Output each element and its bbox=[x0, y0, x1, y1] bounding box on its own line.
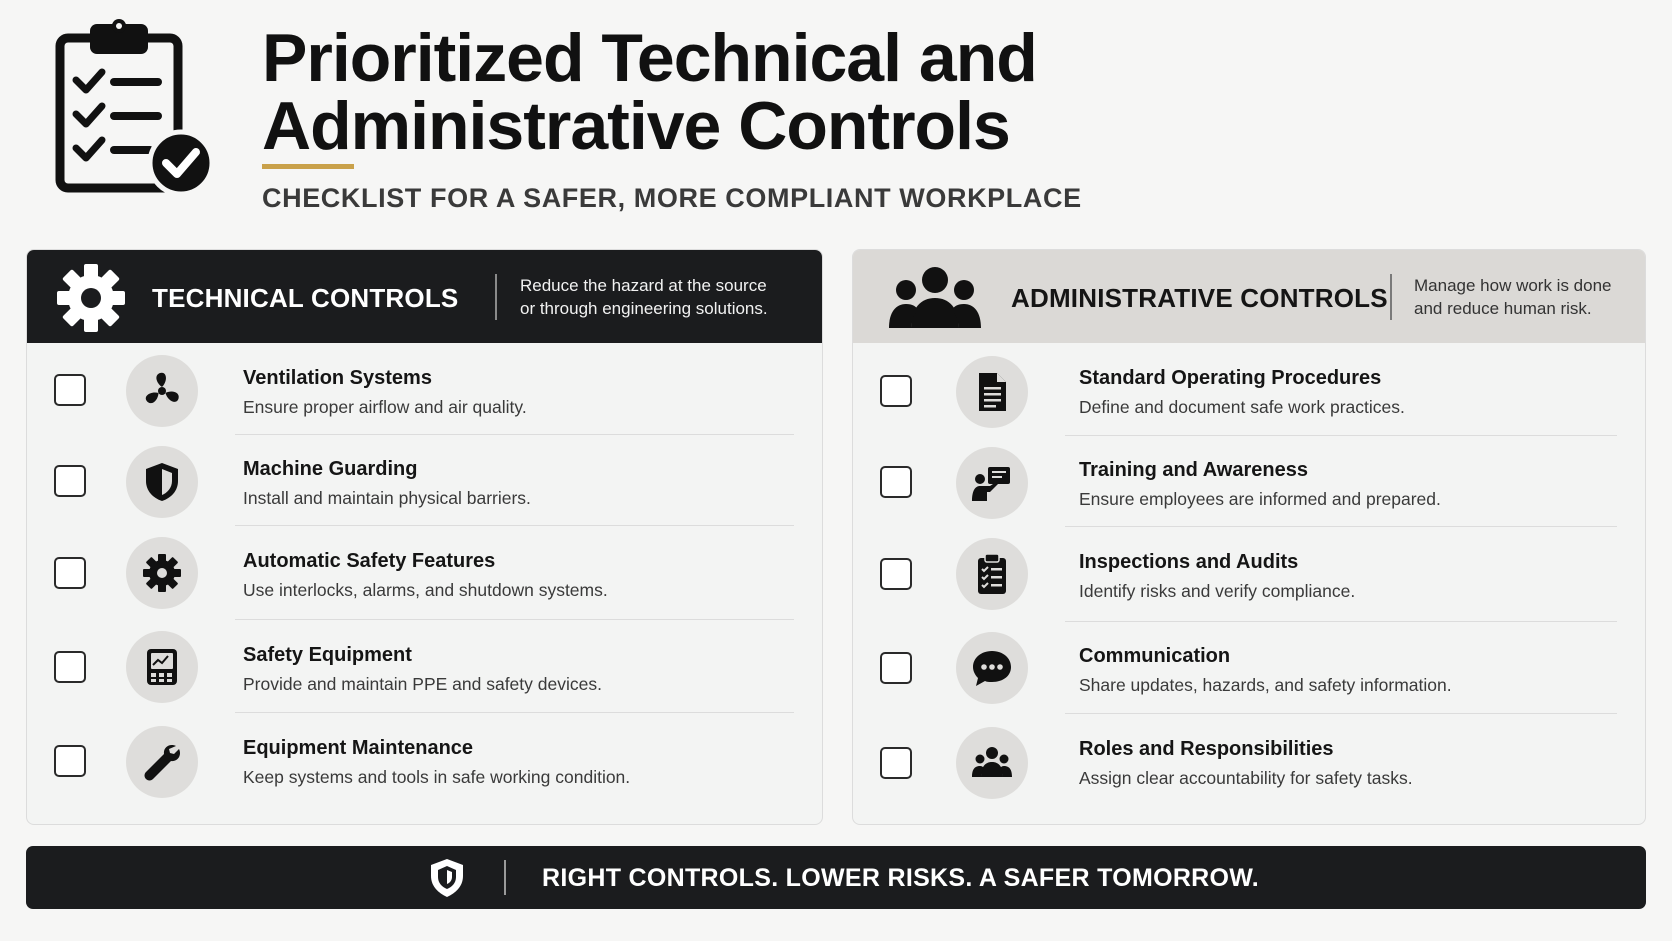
administrative-controls-header bbox=[853, 250, 1645, 343]
page-subtitle: CHECKLIST FOR A SAFER, MORE COMPLIANT WORKPLACE bbox=[262, 183, 1082, 213]
checklist-item-sop bbox=[853, 343, 1645, 435]
item-title: Machine Guarding bbox=[243, 458, 418, 480]
checkbox[interactable] bbox=[54, 374, 86, 406]
checklist-item-roles bbox=[853, 713, 1645, 805]
gear-icon bbox=[55, 262, 127, 334]
checkbox[interactable] bbox=[54, 557, 86, 589]
page-title bbox=[262, 20, 1262, 164]
footer-banner bbox=[26, 846, 1646, 909]
chat-bubble-icon bbox=[956, 632, 1028, 704]
checklist-item-equipment-maintenance bbox=[27, 712, 822, 804]
checkbox[interactable] bbox=[880, 747, 912, 779]
administrative-controls-title: ADMINISTRATIVE CONTROLS bbox=[1011, 283, 1388, 313]
footer-tagline: RIGHT CONTROLS. LOWER RISKS. A SAFER TOMORROW. bbox=[542, 864, 1260, 892]
technical-controls-panel bbox=[26, 249, 823, 825]
checkbox[interactable] bbox=[880, 375, 912, 407]
technical-controls-title: TECHNICAL CONTROLS bbox=[152, 283, 459, 313]
presenter-icon bbox=[956, 447, 1028, 519]
item-description: Define and document safe work practices. bbox=[1079, 397, 1405, 417]
checklist-item-automatic-safety bbox=[27, 525, 822, 617]
checkbox[interactable] bbox=[880, 652, 912, 684]
checklist-item-communication bbox=[853, 621, 1645, 713]
item-title: Inspections and Audits bbox=[1079, 551, 1299, 573]
item-description: Provide and maintain PPE and safety devices. bbox=[243, 674, 602, 694]
administrative-controls-description bbox=[1414, 274, 1612, 320]
technical-desc-line-2: or through engineering solutions. bbox=[520, 299, 768, 318]
administrative-desc-line-1: Manage how work is done bbox=[1414, 276, 1612, 295]
item-title: Communication bbox=[1079, 645, 1231, 667]
shield-icon bbox=[126, 446, 198, 518]
administrative-controls-panel bbox=[852, 249, 1646, 825]
item-title: Training and Awareness bbox=[1079, 459, 1308, 481]
footer-divider bbox=[504, 860, 506, 895]
item-title: Automatic Safety Features bbox=[243, 550, 496, 572]
title-line-2: Administrative Controls bbox=[262, 88, 1010, 164]
checkbox[interactable] bbox=[880, 558, 912, 590]
technical-controls-header bbox=[27, 250, 822, 343]
checkbox[interactable] bbox=[54, 465, 86, 497]
item-description: Keep systems and tools in safe working condition. bbox=[243, 767, 631, 787]
item-description: Assign clear accountability for safety tasks. bbox=[1079, 768, 1413, 788]
item-description: Share updates, hazards, and safety information. bbox=[1079, 675, 1452, 695]
checkbox[interactable] bbox=[880, 466, 912, 498]
people-group-icon bbox=[956, 727, 1028, 799]
item-description: Ensure proper airflow and air quality. bbox=[243, 397, 527, 417]
monitor-device-icon bbox=[126, 631, 198, 703]
item-description: Install and maintain physical barriers. bbox=[243, 488, 531, 508]
shield-icon bbox=[427, 857, 467, 899]
gear-icon bbox=[126, 537, 198, 609]
item-description: Use interlocks, alarms, and shutdown systems. bbox=[243, 580, 608, 600]
fan-icon bbox=[126, 355, 198, 427]
item-description: Identify risks and verify compliance. bbox=[1079, 581, 1356, 601]
title-line-1: Prioritized Technical and bbox=[262, 20, 1037, 96]
checkbox[interactable] bbox=[54, 745, 86, 777]
checklist-item-machine-guarding bbox=[27, 434, 822, 526]
administrative-desc-line-2: and reduce human risk. bbox=[1414, 299, 1592, 318]
header-divider bbox=[1390, 274, 1392, 320]
checklist-item-inspections bbox=[853, 526, 1645, 618]
checkbox[interactable] bbox=[54, 651, 86, 683]
item-title: Safety Equipment bbox=[243, 644, 412, 666]
title-accent-bar bbox=[262, 164, 354, 169]
item-title: Roles and Responsibilities bbox=[1079, 738, 1334, 760]
technical-controls-description bbox=[520, 274, 768, 320]
item-title: Equipment Maintenance bbox=[243, 737, 474, 759]
header-divider bbox=[495, 274, 497, 320]
clipboard-checklist-icon bbox=[54, 16, 214, 196]
checklist-item-training bbox=[853, 435, 1645, 527]
technical-desc-line-1: Reduce the hazard at the source bbox=[520, 276, 767, 295]
item-title: Ventilation Systems bbox=[243, 367, 432, 389]
clipboard-checklist-icon bbox=[956, 538, 1028, 610]
checklist-item-ventilation bbox=[27, 343, 822, 435]
item-title: Standard Operating Procedures bbox=[1079, 367, 1382, 389]
item-description: Ensure employees are informed and prepared. bbox=[1079, 489, 1441, 509]
people-group-icon bbox=[887, 262, 983, 334]
checklist-item-safety-equipment bbox=[27, 619, 822, 711]
document-icon bbox=[956, 356, 1028, 428]
wrench-icon bbox=[126, 726, 198, 798]
